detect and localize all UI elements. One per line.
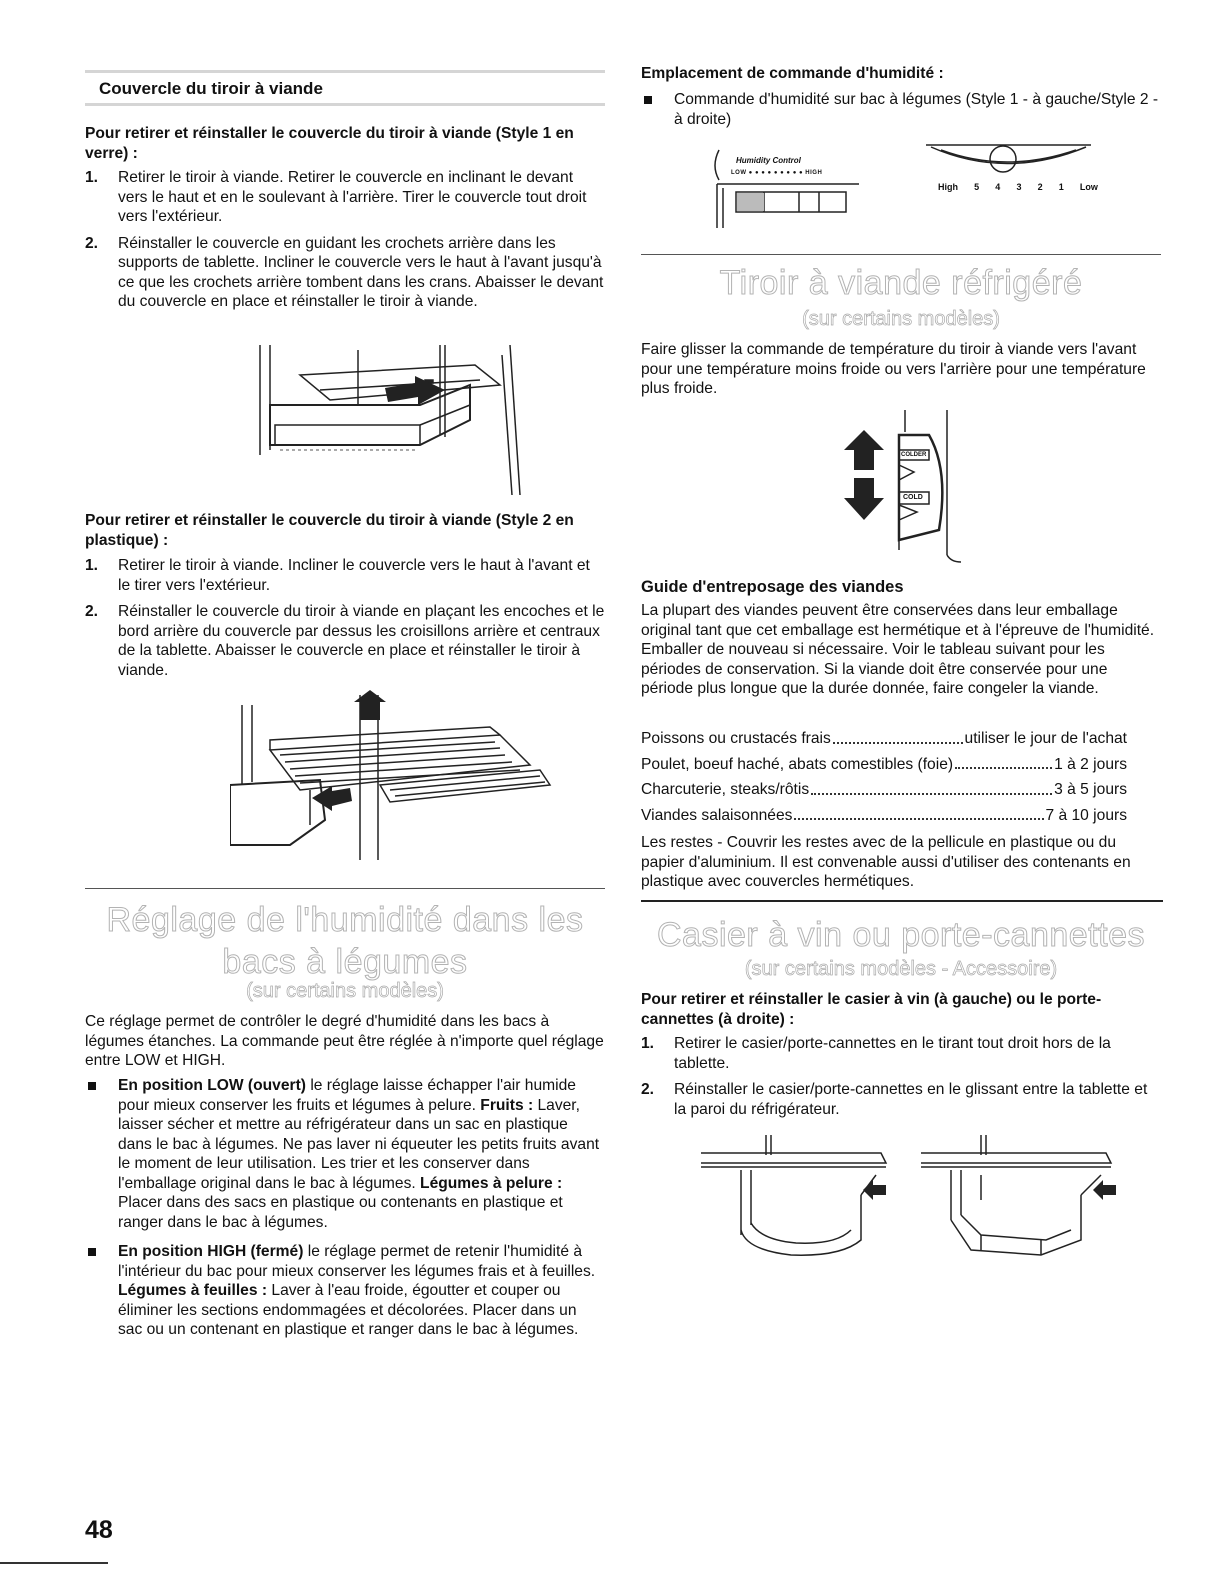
chilled-drawer-title: Tiroir à viande réfrigéré — [719, 264, 1083, 302]
wine-rack-subtitle: (sur certains modèles - Accessoire) — [744, 958, 1058, 980]
wine-rack-heading: Pour retirer et réinstaller le casier à vin (à gauche) ou le porte-cannettes (à droite) : — [641, 991, 1102, 1028]
section-divider — [641, 254, 1161, 255]
slider-label-colder: COLDER — [901, 452, 927, 458]
humidity-bullets — [85, 1076, 605, 1350]
storage-guide-intro: La plupart des viandes peuvent être conservées dans leur emballage original tant que cet emballage est hermétique et à l'épreuve de l'humidité. Emballer de nouveau si nécessaire. Voir le tableau suivant pour les périodes de conservation. Si la viande doit être conservée pour une période plus longue que la durée donnée, faire congeler la viande. — [641, 602, 1155, 697]
table-row: Viandes salaisonnées 7 à 10 jours — [641, 806, 1127, 824]
temperature-control-illustration — [839, 410, 979, 570]
slider-label-cold: COLD — [903, 494, 923, 501]
style1-steps — [85, 168, 605, 319]
can-rack-illustration — [921, 1135, 1131, 1265]
section-divider — [85, 888, 605, 889]
table-row: Poulet, boeuf haché, abats comestibles (foie) 1 à 2 jours — [641, 755, 1127, 773]
humidity-title: Réglage de l'humidité dans les bacs à légumes — [106, 901, 584, 981]
humidity-control-scale: LOW ● ● ● ● ● ● ● ● ● HIGH — [731, 170, 823, 176]
list-item: 2. Réinstaller le couvercle en guidant les crochets arrière dans les supports de tablette. Incliner le couvercle vers le haut à l'avant jusqu'à ce que les crochets arrière tombent dans les crans. Abaisser le devant du couvercle en place et réinstaller le tiroir à viande. — [85, 234, 604, 310]
style2-steps — [85, 556, 605, 687]
wine-rack-illustration — [701, 1135, 901, 1265]
table-row: Poissons ou crustacés frais utiliser le jour de l'achat — [641, 730, 1127, 747]
style1-heading: Pour retirer et réinstaller le couvercle du tiroir à viande (Style 1 en verre) : — [85, 125, 574, 162]
footer-rule — [0, 1562, 108, 1564]
chilled-drawer-subtitle: (sur certains modèles) — [802, 308, 1000, 330]
list-item: En position HIGH (fermé) le réglage permet de retenir l'humidité à l'intérieur du bac pour mieux conserver les légumes frais et à feuilles. Légumes à feuilles : Laver à l'eau froide, égoutter et couper ou éliminer les sections endommagées et décolorées. Placer dans un sac ou un contenant en plastique et ranger dans le bac à légumes. — [85, 1242, 605, 1340]
humidity-location-heading: Emplacement de commande d'humidité : — [641, 65, 944, 82]
list-item: 1. Retirer le tiroir à viande. Incliner le couvercle vers le haut à l'avant et le tirer vers l'extérieur. — [85, 557, 590, 594]
style2-heading: Pour retirer et réinstaller le couvercle du tiroir à viande (Style 2 en plastique) : — [85, 512, 574, 549]
page-number: 48 — [85, 1516, 113, 1544]
drawer-cover-header-box — [85, 70, 605, 106]
storage-guide-heading: Guide d'entreposage des viandes — [641, 578, 904, 596]
humidity-dial-icon — [926, 142, 1106, 182]
humidity-dial-labels: High 5 4 3 2 1 Low — [938, 182, 1098, 192]
storage-table — [641, 729, 1127, 831]
list-item: 1. Retirer le tiroir à viande. Retirer le couvercle en inclinant le devant vers le haut et en le soulevant à l'arrière. Tirer le couvercle tout droit vers l'extérieur. — [85, 169, 587, 225]
humidity-control-style1 — [709, 148, 909, 232]
list-item: 2. Réinstaller le casier/porte-cannettes en le glissant entre la tablette et la paroi du réfrigérateur. — [641, 1081, 1148, 1118]
wine-rack-steps — [641, 1034, 1161, 1126]
wine-rack-title: Casier à vin ou porte-cannettes — [657, 916, 1145, 954]
humidity-intro: Ce réglage permet de contrôler le degré d'humidité dans les bacs à légumes étanches. La commande peut être réglée à n'importe quel réglage entre LOW et HIGH. — [85, 1013, 604, 1069]
storage-guide-outro: Les restes - Couvrir les restes avec de la pellicule en plastique ou du papier d'aluminium. Il est convenable aussi d'utiliser des contenants en plastique avec couvercles hermétiques. — [641, 834, 1131, 890]
list-item: En position LOW (ouvert) le réglage laisse échapper l'air humide pour mieux conserver les fruits et légumes à pelure. Fruits : Laver, laisser sécher et mettre au réfrigérateur dans un sac en plastique dans le bac à légumes. Ne pas laver ni équeuter les petits fruits avant le moment de leur utilisation. Les trier et les conserver dans l'emballage original dans le bac à légumes. Légumes à pelure : Placer dans des sacs en plastique ou contenants en plastique et ranger dans le bac à légumes. — [85, 1076, 605, 1232]
drawer-cover-glass-illustration — [240, 345, 530, 495]
humidity-dial-style2 — [926, 142, 1106, 202]
temperature-slider-icon — [839, 410, 979, 570]
section-divider — [641, 900, 1163, 902]
humidity-location-bullets — [641, 90, 1161, 139]
drawer-cover-header: Couvercle du tiroir à viande — [99, 79, 323, 98]
chilled-drawer-text: Faire glisser la commande de température du tiroir à viande vers l'avant pour une température moins froide ou vers l'arrière pour une température plus froide. — [641, 341, 1146, 397]
table-row: Charcuterie, steaks/rôtis 3 à 5 jours — [641, 781, 1127, 798]
list-item: 2. Réinstaller le couvercle du tiroir à viande en plaçant les encoches et le bord arrière du couvercle par dessus les croisillons arrière et centraux de la tablette. Abaisser le couvercle en place et réinstaller le tiroir à viande. — [85, 603, 605, 679]
drawer-cover-plastic-illustration — [230, 690, 560, 865]
humidity-control-label: Humidity Control — [736, 156, 801, 165]
list-item: 1. Retirer le casier/porte-cannettes en le tirant tout droit hors de la tablette. — [641, 1035, 1111, 1072]
list-item: Commande d'humidité sur bac à légumes (Style 1 - à gauche/Style 2 - à droite) — [641, 90, 1161, 129]
humidity-subtitle: (sur certains modèles) — [246, 980, 444, 1002]
